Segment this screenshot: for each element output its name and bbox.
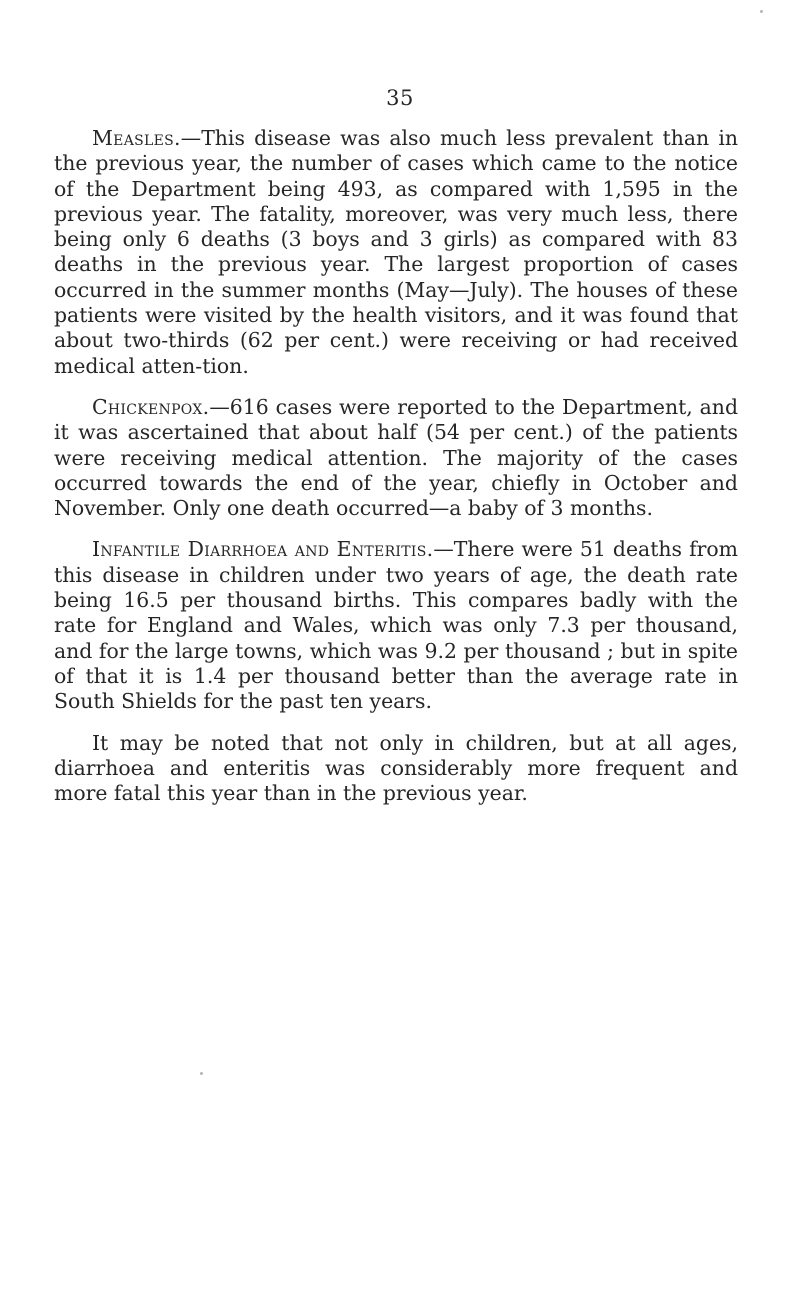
document-body xyxy=(54,126,738,822)
paragraph-chickenpox xyxy=(54,395,738,521)
heading-infantile-diarrhoea: Infantile Diarrhoea and Enteritis. xyxy=(92,537,434,562)
text-infantile-diarrhoea: —There were 51 deaths from this disease in children under two years of age, the death rate being 16.5 per thousand births. This compares badly with the rate for England and Wales, which was only 7.3 per thousand, and for the large towns, which was 9.2 per thousand ; but in spite of that it is 1.4 per thousand better than the average rate in South Shields for the past ten years. xyxy=(54,537,738,714)
scan-speck xyxy=(200,1072,203,1075)
text-all-ages: It may be noted that not only in children, but at all ages, diarrhoea and enteritis was considerably more frequent and more fatal this year than in the previous year. xyxy=(54,730,738,806)
text-chickenpox: —616 cases were reported to the Department, and it was ascertained that about half (54 per cent.) of the patients were receiving medical attention. The majority of the cases occurred towards the end of the year, chiefly in October and November. Only one death occurred—a baby of 3 months. xyxy=(54,394,738,521)
heading-chickenpox: Chickenpox. xyxy=(92,394,210,419)
paragraph-all-ages xyxy=(54,731,738,807)
scan-speck xyxy=(760,10,763,13)
paragraph-measles xyxy=(54,126,738,379)
page-number: 35 xyxy=(386,86,414,110)
heading-measles: Measles. xyxy=(92,126,181,150)
text-measles: —This disease was also much less prevalent than in the previous year, the number of cases which came to the notice of the Department being 493, as compared with 1,595 in the previous year. The fatality, moreover, was very much less, there being only 6 deaths (3 boys and 3 girls) as compared with 83 deaths in the previous year. The largest proportion of cases occurred in the summer months (May—July). The houses of these patients were visited by the health visitors, and it was found that about two-thirds (62 per cent.) were receiving or had received medical atten-tion. xyxy=(54,126,738,378)
paragraph-infantile-diarrhoea xyxy=(54,537,738,714)
